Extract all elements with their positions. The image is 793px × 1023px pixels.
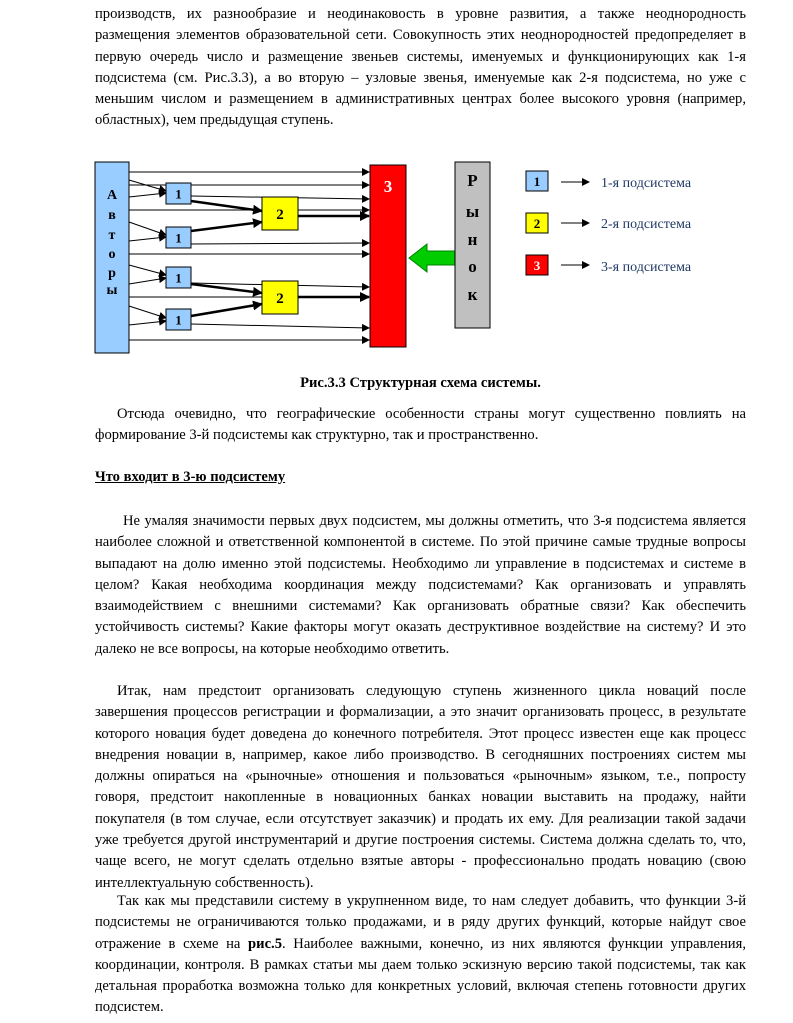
paragraph-functions (95, 891, 746, 1019)
legend-box-3-label: 3 (533, 258, 541, 273)
subsystem-3-label: 3 (383, 177, 393, 196)
paragraph-functions-start: Так как мы представили систему в укрупненном виде, то нам следует добавить, что функции 3-й подсистемы не ограничиваются только продажами, и в ряду других функций, которые найдут свое отражение в схеме на (95, 893, 746, 952)
subsystem-2-boxes (262, 197, 298, 314)
authors-letter: ы (106, 283, 118, 298)
legend-box-2-label: 2 (533, 216, 541, 231)
legend-text-1: 1-я подсистема (601, 176, 692, 191)
subsystem-2-label: 2 (276, 207, 284, 223)
market-arrow (409, 244, 455, 272)
market-letter: н (467, 230, 478, 249)
authors-letter: в (108, 208, 116, 223)
section-heading: Что входит в 3-ю подсистему (95, 469, 286, 485)
figure-caption: Рис.3.3 Структурная схема системы. (300, 375, 541, 391)
paragraph-intro: производств, их разнообразие и неодинаковость в уровне развития, а также неоднородность размещения элементов образовательной сети. Совокупность этих неоднородностей предопределяет в первую очередь число и размещение звеньев системы, именуемых и функционирующих как 1-я подсистема (см. Рис.3.3), а во вторую – узловые звенья, именуемые как 2-я подсистема, но уже с меньшим числом и размещением в административных центрах более высокого уровня (например, областных), чем предыдущая ступень. (95, 6, 746, 129)
legend-box-1-label: 1 (533, 174, 541, 189)
paragraph-market: Итак, нам предстоит организовать следующую ступень жизненного цикла новаций после завершения процессов регистрации и формализации, а это значит организовать процесс, в результате которого новация будет доведена до конечного потребителя. Этот процесс известен еще как процесс внедрения новации в, например, какое либо производство. В сегодняшних построениях систем мы должны опираться на «рыночные» отношения и пользоваться «рыночным» языком, т.е., попросту говоря, предстоит накопленные в новационных банках новации выставить на продажу, найти покупателя (в том случае, если отсутствует заказчик) и продать их ему. Для реализации такой задачи уже требуется другой инструментарий и другие построения системы. Система должна сделать то, что, чаще всего, не могут сделать отдельно взятые авторы - профессионально продать новацию (свою интеллектуальную собственность). (95, 683, 746, 891)
legend-text-3: 3-я подсистема (601, 260, 692, 275)
subsystem-1-label: 1 (175, 186, 182, 202)
authors-letter: А (106, 188, 118, 203)
figure-reference: рис.5 (248, 935, 282, 952)
structure-diagram (0, 0, 793, 370)
paragraph-geography: Отсюда очевидно, что географические особенности страны могут существенно повлиять на формирование 3-й подсистемы как структурно, так и пространственно. (95, 406, 746, 444)
subsystem-1-label: 1 (175, 230, 182, 246)
authors-letter: т (108, 228, 116, 243)
market-letter: о (468, 257, 477, 276)
market-letter: ы (465, 202, 480, 221)
paragraph-subsystem-3: Не умаляя значимости первых двух подсистем, мы должны отметить, что 3-я подсистема является наиболее сложной и ответственной компонентой в системе. По этой причине самые трудные вопросы выпадают на долю именно этой подсистемы. Необходимо ли управление в подсистемах и системе в целом? Какая необходима координация между подсистемами? Как организовать и управлять взаимодействием с внешними системами? Как организовать обратные связи? Как обеспечить устойчивость системы? Какие факторы могут оказать деструктивное воздействие на систему? И это далеко не все вопросы, на которые необходимо ответить. (95, 513, 746, 657)
authors-letter: р (108, 266, 116, 281)
subsystem-1-boxes (166, 183, 191, 330)
paragraph-functions-end: . Наиболее важными, конечно, из них являются функции управления, координации, контроля. В рамках статьи мы даем только эскизную версию такой подсистемы, так как детальная проработка возможна только для конкретных условий, включая степень готовности других подсистем. (95, 935, 746, 1016)
subsystem-2-label: 2 (276, 291, 284, 307)
legend (526, 171, 692, 275)
subsystem-1-label: 1 (175, 312, 182, 328)
authors-letter: о (108, 247, 116, 262)
market-letter: Р (467, 171, 478, 190)
subsystem-1-label: 1 (175, 270, 182, 286)
market-letter: к (467, 285, 478, 304)
legend-text-2: 2-я подсистема (601, 217, 692, 232)
